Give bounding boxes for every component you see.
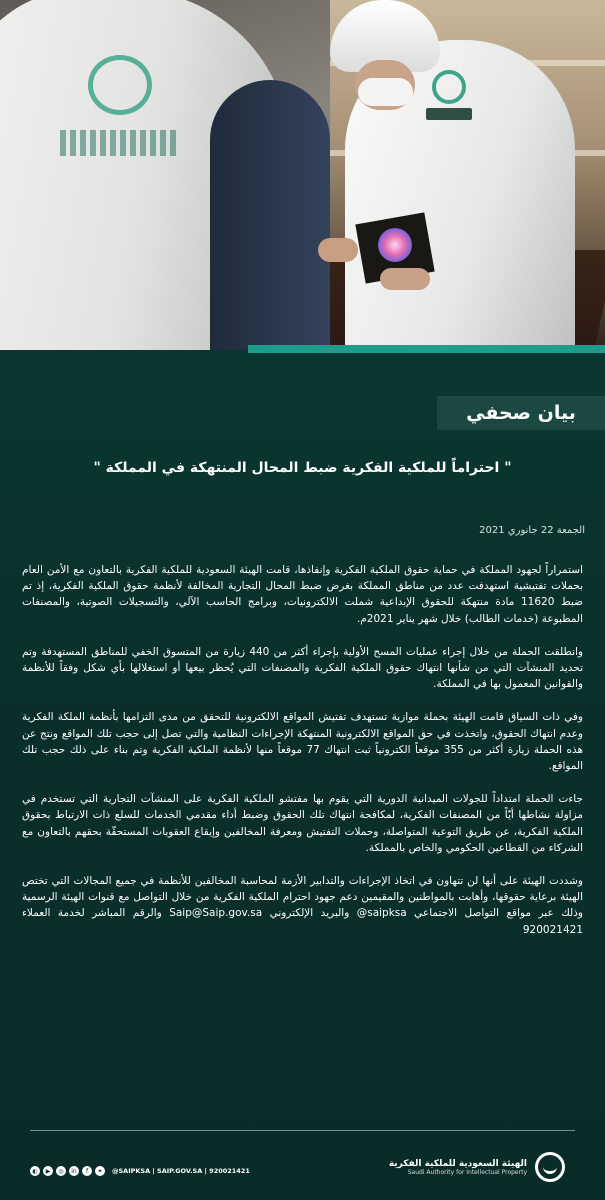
paragraph: استمراراً لجهود المملكة في حماية حقوق الملكية الفكرية وإنفاذها، قامت الهيئة السعودية للملكية الفكرية بالتعاون مع الأمن العام بحملات تفتيشية استهدفت عدد من مناطق المملكة بغرض ضبط المحال التجارية المخالفة لأنظمة حقوق الملكية الفكرية، إذ تم ضبط 11620 مادة منتهكة للحقوق الإبداعية شملت الالكترونيات، وبرامج الحاسب الآلي، والتسجيلات الصوتية، والمصنفات المطبوعة (خدمات الطالب) خلال شهر يناير 2021م. (22, 564, 583, 625)
badge-label (426, 108, 472, 120)
accent-bar (248, 345, 605, 353)
instagram-icon[interactable]: ◎ (56, 1166, 66, 1176)
saip-logo-icon (535, 1152, 565, 1182)
paragraph: وشددت الهيئة على أنها لن تتهاون في اتخاذ الإجراءات والتدابير الأزمة لمحاسبة المخالفين للأنظمة في جميع المجالات التي تختص الهيئة برعاية حقوقها، وأهابت بالمواطنين والمقيمين دعم جهود احترام الملكية الفكرية من خلال التواصل مع قنوات الهيئة الرسمية وذلك عبر مواقع التواصل الاجتماعي saipksa@ والبريد الإلكتروني Saip@Saip.gov.sa والرقم المباشر لخدمة العملاء 920021421 (22, 875, 583, 936)
inspector-hand (318, 238, 358, 262)
product-artwork (378, 228, 412, 262)
linkedin-icon[interactable]: in (69, 1166, 79, 1176)
org-name-en: Saudi Authority for Intellectual Property (407, 1168, 527, 1176)
hero-photo (0, 0, 605, 350)
saip-vest-logo-icon (88, 55, 152, 115)
saip-badge-icon (432, 70, 466, 104)
headline: " احتراماً للملكية الفكرية ضبط المحال المنتهكة في المملكة " (93, 460, 512, 476)
paragraph: جاءت الحملة امتداداً للجولات الميدانية الدورية التي يقوم بها مفتشو الملكية الفكرية على المنشآت التجارية التي تستخدم في مزاولة نشاطها أيّاً من المصنفات الفكرية، لمكافحة انتهاك تلك الحقوق وضبط أداء مقدمي الخدمات للسلع ذات الارتباط بحقوق الملكية الفكرية، عن طريق التوعية المتواصلة، وحملات التفتيش ومعرفة المخالفين وإيقاع العقوبات المستحقّة بحقهم بالتعاون مع الشركاء من القطاعين الحكومي والخاص بالمملكة. (22, 793, 583, 854)
article-body (22, 562, 583, 955)
youtube-icon[interactable]: ▶ (43, 1166, 53, 1176)
paragraph: وفي ذات السياق قامت الهيئة بحملة موازية تستهدف تفتيش المواقع الالكترونية للتحقق من مدى التزامها بأنظمة الملكة الفكرية وعدم انتهاك الحقوق، واتخذت في حق المواقع الالكترونية المنتهكة الإجراءات النظامية والتي تصل إلى حجب تلك المواقع ونتج عن هذه الحملة زيارة أكثر من 355 موقعاً الكترونياً ثبت انتهاك 77 موقعاً منها لأنظمة الملكية الفكرية وتم بناء على ذلك حجب تلك المواقع. (22, 711, 583, 773)
release-date: الجمعة 22 جانوري 2021 (479, 525, 585, 536)
face-mask (358, 78, 413, 106)
page-title: بيان صحفي (466, 402, 576, 424)
footer (0, 1140, 605, 1200)
footer-divider (30, 1130, 575, 1131)
twitter-icon[interactable]: ✦ (95, 1166, 105, 1176)
contact-handles: @SAIPKSA | SAIP.GOV.SA | 920021421 (112, 1167, 250, 1175)
vest-text (60, 130, 180, 156)
snapchat-icon[interactable]: ◐ (30, 1166, 40, 1176)
inspector-hand (380, 268, 430, 290)
press-release-title-box (437, 396, 605, 430)
saip-logo (389, 1152, 565, 1182)
org-name-ar: الهيئة السعودية للملكية الفكرية (388, 1158, 527, 1169)
inspector-arm (210, 80, 330, 350)
paragraph: وانطلقت الحملة من خلال إجراء عمليات المسح الأولية بإجراء أكثر من 440 زيارة من المتسوق الخفي للمناطق المستهدفة وتم تحديد المنشآت التي من شأنها انتهاك حقوق الملكية الفكرية والمصنفات التي يُحظر بيعها أو استغلالها بأي شكل وفقاً للأنظمة والقوانين المعمول بها في المملكة. (22, 645, 583, 691)
facebook-icon[interactable]: f (82, 1166, 92, 1176)
social-links (30, 1166, 250, 1176)
